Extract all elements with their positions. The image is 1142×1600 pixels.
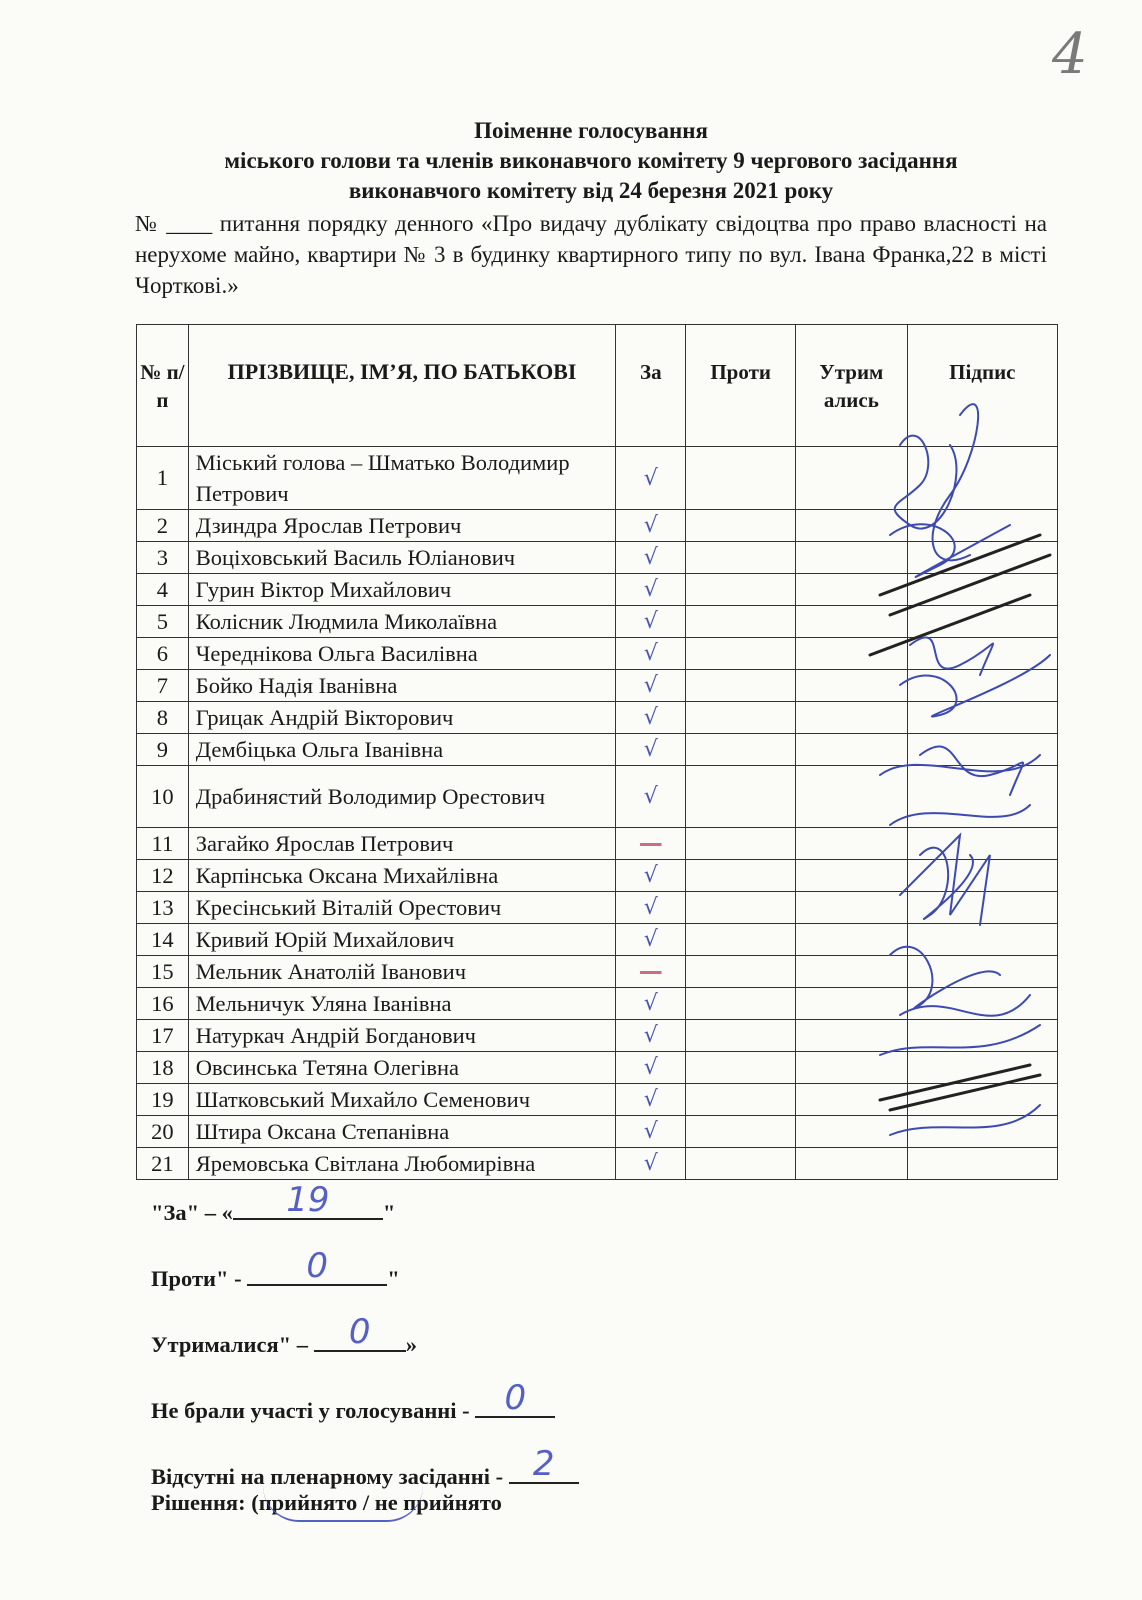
row-name: Натуркач Андрій Богданович [188, 1020, 615, 1052]
row-number: 9 [137, 734, 189, 766]
row-signature [907, 1148, 1057, 1180]
row-utrymalys [795, 766, 907, 828]
row-utrymalys [795, 702, 907, 734]
row-signature [907, 638, 1057, 670]
row-proty [686, 1020, 796, 1052]
header-za: За [616, 325, 686, 447]
row-za [616, 670, 686, 702]
check-mark-icon: √ [643, 863, 658, 888]
row-number: 3 [137, 542, 189, 574]
row-utrymalys [795, 1148, 907, 1180]
row-utrymalys [795, 1116, 907, 1148]
row-name: Колісник Людмила Миколаївна [188, 606, 615, 638]
table-row [137, 542, 1058, 574]
row-utrymalys [795, 606, 907, 638]
row-number: 19 [137, 1084, 189, 1116]
row-name: Штира Оксана Степанівна [188, 1116, 615, 1148]
row-number: 13 [137, 892, 189, 924]
row-za [616, 860, 686, 892]
row-za [616, 766, 686, 828]
row-name: Драбинястий Володимир Орестович [188, 766, 615, 828]
check-mark-icon: √ [643, 991, 658, 1016]
row-proty [686, 988, 796, 1020]
row-signature [907, 670, 1057, 702]
check-mark-icon: √ [643, 927, 658, 952]
row-za [616, 1116, 686, 1148]
row-signature [907, 924, 1057, 956]
row-signature [907, 606, 1057, 638]
row-utrymalys [795, 988, 907, 1020]
row-utrymalys [795, 447, 907, 510]
row-proty [686, 447, 796, 510]
row-za [616, 638, 686, 670]
row-signature [907, 1052, 1057, 1084]
row-signature [907, 542, 1057, 574]
summary-nebraly-label: Не брали участі у голосуванні - [151, 1398, 476, 1423]
row-proty [686, 542, 796, 574]
table-row [137, 1020, 1058, 1052]
summary-vidsutni-blank [509, 1444, 579, 1484]
check-mark-icon: √ [643, 609, 658, 634]
summary-utr-value: 0 [348, 1312, 371, 1352]
row-signature [907, 1116, 1057, 1148]
row-proty [686, 574, 796, 606]
row-number: 5 [137, 606, 189, 638]
summary-proty-close: " [387, 1266, 400, 1291]
row-signature [907, 860, 1057, 892]
row-name: Овсинська Тетяна Олегівна [188, 1052, 615, 1084]
row-number: 4 [137, 574, 189, 606]
row-signature [907, 734, 1057, 766]
row-number: 8 [137, 702, 189, 734]
row-signature [907, 1020, 1057, 1052]
row-name: Дембіцька Ольга Іванівна [188, 734, 615, 766]
check-mark-icon: √ [643, 705, 658, 730]
summary-utr-close: » [405, 1332, 417, 1357]
table-row [137, 670, 1058, 702]
table-row [137, 606, 1058, 638]
row-name: Шатковський Михайло Семенович [188, 1084, 615, 1116]
row-name: Грицак Андрій Вікторович [188, 702, 615, 734]
check-mark-icon: √ [643, 1151, 658, 1176]
row-name: Мельничук Уляна Іванівна [188, 988, 615, 1020]
row-name: Загайко Ярослав Петрович [188, 828, 615, 860]
row-za [616, 828, 686, 860]
table-row [137, 988, 1058, 1020]
summary-nebraly-value: 0 [504, 1378, 527, 1418]
header-proty: Проти [686, 325, 796, 447]
vote-summary [151, 1180, 579, 1516]
summary-za-blank [233, 1180, 383, 1220]
table-row [137, 860, 1058, 892]
table-row [137, 766, 1058, 828]
row-za [616, 1148, 686, 1180]
row-name: Череднікова Ольга Василівна [188, 638, 615, 670]
header-utrymalys: Утрим ались [795, 325, 907, 447]
summary-vidsutni-value: 2 [532, 1444, 555, 1484]
check-mark-icon: √ [643, 737, 658, 762]
summary-proty-blank [247, 1246, 387, 1286]
row-proty [686, 956, 796, 988]
vote-table [136, 324, 1058, 1180]
check-mark-icon: √ [643, 1055, 658, 1080]
check-mark-icon: √ [643, 1023, 658, 1048]
row-signature [907, 892, 1057, 924]
row-utrymalys [795, 574, 907, 606]
summary-za-label: "За" – « [151, 1200, 233, 1225]
row-number: 14 [137, 924, 189, 956]
table-row [137, 574, 1058, 606]
decision-text: Рішення: (прийнято / не прийнято [151, 1490, 502, 1515]
row-proty [686, 734, 796, 766]
row-utrymalys [795, 542, 907, 574]
check-mark-icon: √ [643, 545, 658, 570]
table-row [137, 1084, 1058, 1116]
row-utrymalys [795, 1020, 907, 1052]
row-proty [686, 860, 796, 892]
row-number: 1 [137, 447, 189, 510]
row-name: Карпінська Оксана Михайлівна [188, 860, 615, 892]
row-proty [686, 1116, 796, 1148]
row-signature [907, 510, 1057, 542]
row-name: Яремовська Світлана Любомирівна [188, 1148, 615, 1180]
row-number: 11 [137, 828, 189, 860]
agenda-item: № ____ питання порядку денного «Про видачу дублікату свідоцтва про право власності на нерухоме майно, квартири № 3 в будинку квартирного типу по вул. Івана Франка,22 в місті Чорткові.» [135, 211, 1047, 298]
table-row [137, 1148, 1058, 1180]
row-proty [686, 924, 796, 956]
row-za [616, 1020, 686, 1052]
row-za [616, 1052, 686, 1084]
check-mark-icon: √ [643, 577, 658, 602]
row-number: 17 [137, 1020, 189, 1052]
table-row [137, 1052, 1058, 1084]
table-header-row [137, 325, 1058, 447]
row-utrymalys [795, 1084, 907, 1116]
row-signature [907, 702, 1057, 734]
row-signature [907, 956, 1057, 988]
check-mark-icon: √ [643, 513, 658, 538]
check-mark-icon: √ [643, 641, 658, 666]
row-signature [907, 574, 1057, 606]
row-za [616, 542, 686, 574]
row-utrymalys [795, 860, 907, 892]
summary-vidsutni-label: Відсутні на пленарному засіданні - [151, 1464, 509, 1489]
row-number: 2 [137, 510, 189, 542]
row-za [616, 510, 686, 542]
row-za [616, 734, 686, 766]
table-row [137, 956, 1058, 988]
summary-nebraly [151, 1378, 579, 1460]
table-row [137, 447, 1058, 510]
header-pidpys: Підпис [907, 325, 1057, 447]
row-utrymalys [795, 510, 907, 542]
row-name: Мельник Анатолій Іванович [188, 956, 615, 988]
check-mark-icon: √ [643, 1087, 658, 1112]
summary-proty-label: Проти" - [151, 1266, 248, 1291]
row-utrymalys [795, 670, 907, 702]
row-za [616, 702, 686, 734]
check-mark-icon: √ [643, 895, 658, 920]
summary-utr-blank [314, 1312, 406, 1352]
row-proty [686, 1052, 796, 1084]
summary-za-value: 19 [286, 1180, 330, 1220]
row-za [616, 574, 686, 606]
row-utrymalys [795, 638, 907, 670]
row-number: 7 [137, 670, 189, 702]
summary-proty-value: 0 [306, 1246, 329, 1286]
row-number: 20 [137, 1116, 189, 1148]
row-name: Дзиндра Ярослав Петрович [188, 510, 615, 542]
table-row [137, 828, 1058, 860]
title-line-2: міського голови та членів виконавчого комітету 9 чергового засідання [224, 148, 958, 173]
check-mark-icon: √ [643, 1119, 658, 1144]
row-number: 16 [137, 988, 189, 1020]
title-line-1: Поіменне голосування [474, 118, 708, 143]
table-row [137, 924, 1058, 956]
summary-utr-label: Утрималися" – [151, 1332, 314, 1357]
row-proty [686, 638, 796, 670]
row-za [616, 956, 686, 988]
vote-rows [137, 447, 1058, 1180]
row-signature [907, 988, 1057, 1020]
check-mark-icon: √ [643, 673, 658, 698]
row-za [616, 606, 686, 638]
row-utrymalys [795, 924, 907, 956]
row-number: 10 [137, 766, 189, 828]
row-utrymalys [795, 734, 907, 766]
title-line-3: виконавчого комітету від 24 березня 2021 року [348, 178, 834, 203]
row-za [616, 447, 686, 510]
row-proty [686, 1084, 796, 1116]
row-proty [686, 606, 796, 638]
row-proty [686, 892, 796, 924]
page-number: 4 [1052, 22, 1088, 87]
row-number: 15 [137, 956, 189, 988]
row-name: Бойко Надія Іванівна [188, 670, 615, 702]
row-za [616, 988, 686, 1020]
row-signature [907, 1084, 1057, 1116]
row-name: Кресінський Віталій Орестович [188, 892, 615, 924]
row-number: 18 [137, 1052, 189, 1084]
row-proty [686, 766, 796, 828]
row-signature [907, 828, 1057, 860]
row-number: 12 [137, 860, 189, 892]
row-proty [686, 670, 796, 702]
dash-mark: — [638, 829, 663, 857]
header-name: ПРІЗВИЩЕ, ІМ’Я, ПО БАТЬКОВІ [188, 325, 615, 447]
row-number: 6 [137, 638, 189, 670]
row-name: Міський голова – Шматько Володимир Петрович [188, 447, 615, 510]
row-signature [907, 766, 1057, 828]
table-row [137, 702, 1058, 734]
row-number: 21 [137, 1148, 189, 1180]
document-header [135, 116, 1047, 301]
summary-za [151, 1180, 579, 1262]
row-name: Воціховський Василь Юліанович [188, 542, 615, 574]
summary-za-close: " [382, 1200, 396, 1225]
row-proty [686, 1148, 796, 1180]
table-row [137, 510, 1058, 542]
row-name: Гурин Віктор Михайлович [188, 574, 615, 606]
row-utrymalys [795, 828, 907, 860]
row-za [616, 924, 686, 956]
table-row [137, 638, 1058, 670]
header-number: № п/п [137, 325, 189, 447]
row-za [616, 1084, 686, 1116]
row-utrymalys [795, 892, 907, 924]
dash-mark: — [638, 957, 663, 985]
row-proty [686, 510, 796, 542]
row-proty [686, 828, 796, 860]
decision-circle-mark [263, 1486, 423, 1522]
row-utrymalys [795, 956, 907, 988]
row-za [616, 892, 686, 924]
table-row [137, 1116, 1058, 1148]
check-mark-icon: √ [643, 465, 658, 491]
row-utrymalys [795, 1052, 907, 1084]
row-signature [907, 447, 1057, 510]
row-name: Кривий Юрій Михайлович [188, 924, 615, 956]
summary-nebraly-blank [475, 1378, 555, 1418]
row-proty [686, 702, 796, 734]
decision-line [151, 1490, 579, 1516]
check-mark-icon: √ [643, 784, 658, 809]
table-row [137, 892, 1058, 924]
table-row [137, 734, 1058, 766]
